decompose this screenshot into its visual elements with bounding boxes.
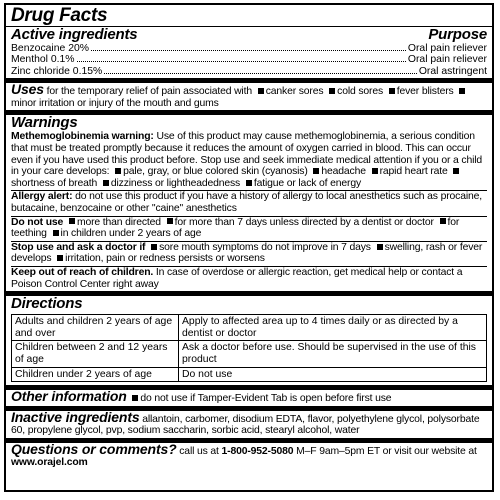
dot-leader <box>77 61 406 62</box>
inactive-heading: Inactive ingredients <box>11 408 140 425</box>
metheme-text: Use of this product may cause methemoglobinemia, a serious condition that must be treated promptly because it reduces the amount of oxygen carried in blood. This can occur even if you have used this product before. Stop use and seek immediate medical attention if you or a child in your care develops: <box>11 131 483 178</box>
bullet-square-icon <box>57 255 63 261</box>
uses-section <box>11 83 487 109</box>
uses-item: fever blisters <box>396 86 454 98</box>
table-row <box>12 341 487 367</box>
keep-text: In case of overdose or allergic reaction, get medical help or contact a Poison Control Center right away <box>11 266 463 290</box>
stop-item: irritation, pain or redness persists or worsens <box>65 253 265 265</box>
metheme-item: headache <box>321 166 366 178</box>
dot-leader <box>104 73 417 74</box>
uses-item: cold sores <box>337 86 384 98</box>
metheme-item: shortness of breath <box>11 177 98 189</box>
directions-what: Do not use <box>179 367 487 382</box>
active-header <box>11 27 487 43</box>
website-link[interactable]: www.orajel.com <box>11 457 88 469</box>
drug-facts-panel <box>4 3 494 492</box>
metheme-item: fatigue or lack of energy <box>253 177 361 189</box>
do-not-use <box>11 217 487 240</box>
uses-heading: Uses <box>11 81 44 98</box>
questions-heading: Questions or comments? <box>11 440 177 457</box>
bullet-square-icon <box>53 230 59 236</box>
bullet-square-icon <box>132 395 138 401</box>
warnings-heading: Warnings <box>11 114 78 132</box>
directions-table <box>11 314 487 382</box>
bullet-square-icon <box>151 244 157 250</box>
directions-who: Children between 2 and 12 years of age <box>12 341 179 367</box>
donot-item: in children under 2 years of age <box>60 228 202 240</box>
inactive-text: allantoin, carbomer, disodium EDTA, flavor, polyethylene glycol, polysorbate 60, propylene glycol, pvp, sodium saccharin, sorbic acid, stearyl alcohol, water <box>11 413 480 437</box>
allergy-label: Allergy alert: <box>11 191 73 203</box>
directions-what: Ask a doctor before use. Should be supervised in the use of this product <box>179 341 487 367</box>
bullet-square-icon <box>313 168 319 174</box>
table-row <box>12 315 487 341</box>
bullet-square-icon <box>69 218 75 224</box>
active-name: Benzocaine 20% <box>11 43 89 54</box>
active-purpose: Oral pain reliever <box>407 43 487 54</box>
bullet-square-icon <box>389 88 395 94</box>
donot-item: for teething <box>11 216 460 240</box>
uses-item: minor irritation or injury of the mouth and gums <box>11 97 219 109</box>
uses-intro: for the temporary relief of pain associated with <box>46 86 252 98</box>
other-information <box>11 390 487 405</box>
active-item <box>11 66 487 77</box>
metheme-item: dizziness or lightheadedness <box>110 177 241 189</box>
active-purpose: Oral astringent <box>418 65 487 77</box>
active-name: Zinc chloride 0.15% <box>11 65 103 77</box>
table-row <box>12 367 487 382</box>
active-name: Menthol 0.1% <box>11 54 75 66</box>
other-text: do not use if Tamper-Evident Tab is open before first use <box>140 393 392 405</box>
stop-item: sore mouth symptoms do not improve in 7 days <box>159 241 371 253</box>
directions-who: Children under 2 years of age <box>12 367 179 382</box>
directions-heading: Directions <box>11 295 83 313</box>
uses-item: canker sores <box>265 86 324 98</box>
allergy-alert <box>11 191 487 214</box>
directions-who: Adults and children 2 years of age and over <box>12 315 179 341</box>
directions-what: Apply to affected area up to 4 times daily or as directed by a dentist or doctor <box>179 315 487 341</box>
stop-item: swelling, rash or fever develops <box>11 241 483 265</box>
methemoglobinemia-warning <box>11 131 487 189</box>
allergy-text: do not use this product if you have a history of allergy to local anesthetics such as procaine, butacaine, benzocaine or other "caine" anesthetics <box>11 191 482 214</box>
keep-out-of-reach <box>11 267 487 290</box>
active-heading: Active ingredients <box>11 26 138 43</box>
purpose-heading: Purpose <box>428 26 487 43</box>
metheme-item: pale, gray, or blue colored skin (cyanosis) <box>123 166 308 178</box>
bullet-square-icon <box>329 88 335 94</box>
bullet-square-icon <box>167 218 173 224</box>
dot-leader <box>91 50 406 51</box>
bullet-square-icon <box>459 88 465 94</box>
bullet-square-icon <box>103 180 109 186</box>
bullet-square-icon <box>115 168 121 174</box>
active-purpose: Oral pain reliever <box>407 54 487 66</box>
phone-number: 1-800-952-5080 <box>221 445 294 457</box>
questions-pre: call us at <box>179 445 219 457</box>
stop-label: Stop use and ask a doctor if <box>11 241 146 253</box>
keep-label: Keep out of reach of children. <box>11 266 154 278</box>
bullet-square-icon <box>372 168 378 174</box>
other-heading: Other information <box>11 388 127 405</box>
bullet-square-icon <box>258 88 264 94</box>
metheme-item: rapid heart rate <box>379 166 448 178</box>
metheme-label: Methemoglobinemia warning: <box>11 131 154 143</box>
inactive-ingredients <box>11 408 487 437</box>
bullet-square-icon <box>246 180 252 186</box>
drug-facts-title: Drug Facts <box>11 5 108 26</box>
questions-mid: M–F 9am–5pm ET or visit our website at <box>296 445 477 457</box>
donot-item: more than directed <box>76 216 161 228</box>
bullet-square-icon <box>377 244 383 250</box>
donot-item: for more than 7 days unless directed by a dentist or doctor <box>174 216 434 228</box>
questions-section <box>11 440 487 469</box>
active-item <box>11 43 487 54</box>
stop-use <box>11 242 487 265</box>
donot-label: Do not use <box>11 216 64 228</box>
bullet-square-icon <box>440 218 446 224</box>
active-item <box>11 54 487 65</box>
bullet-square-icon <box>453 168 459 174</box>
